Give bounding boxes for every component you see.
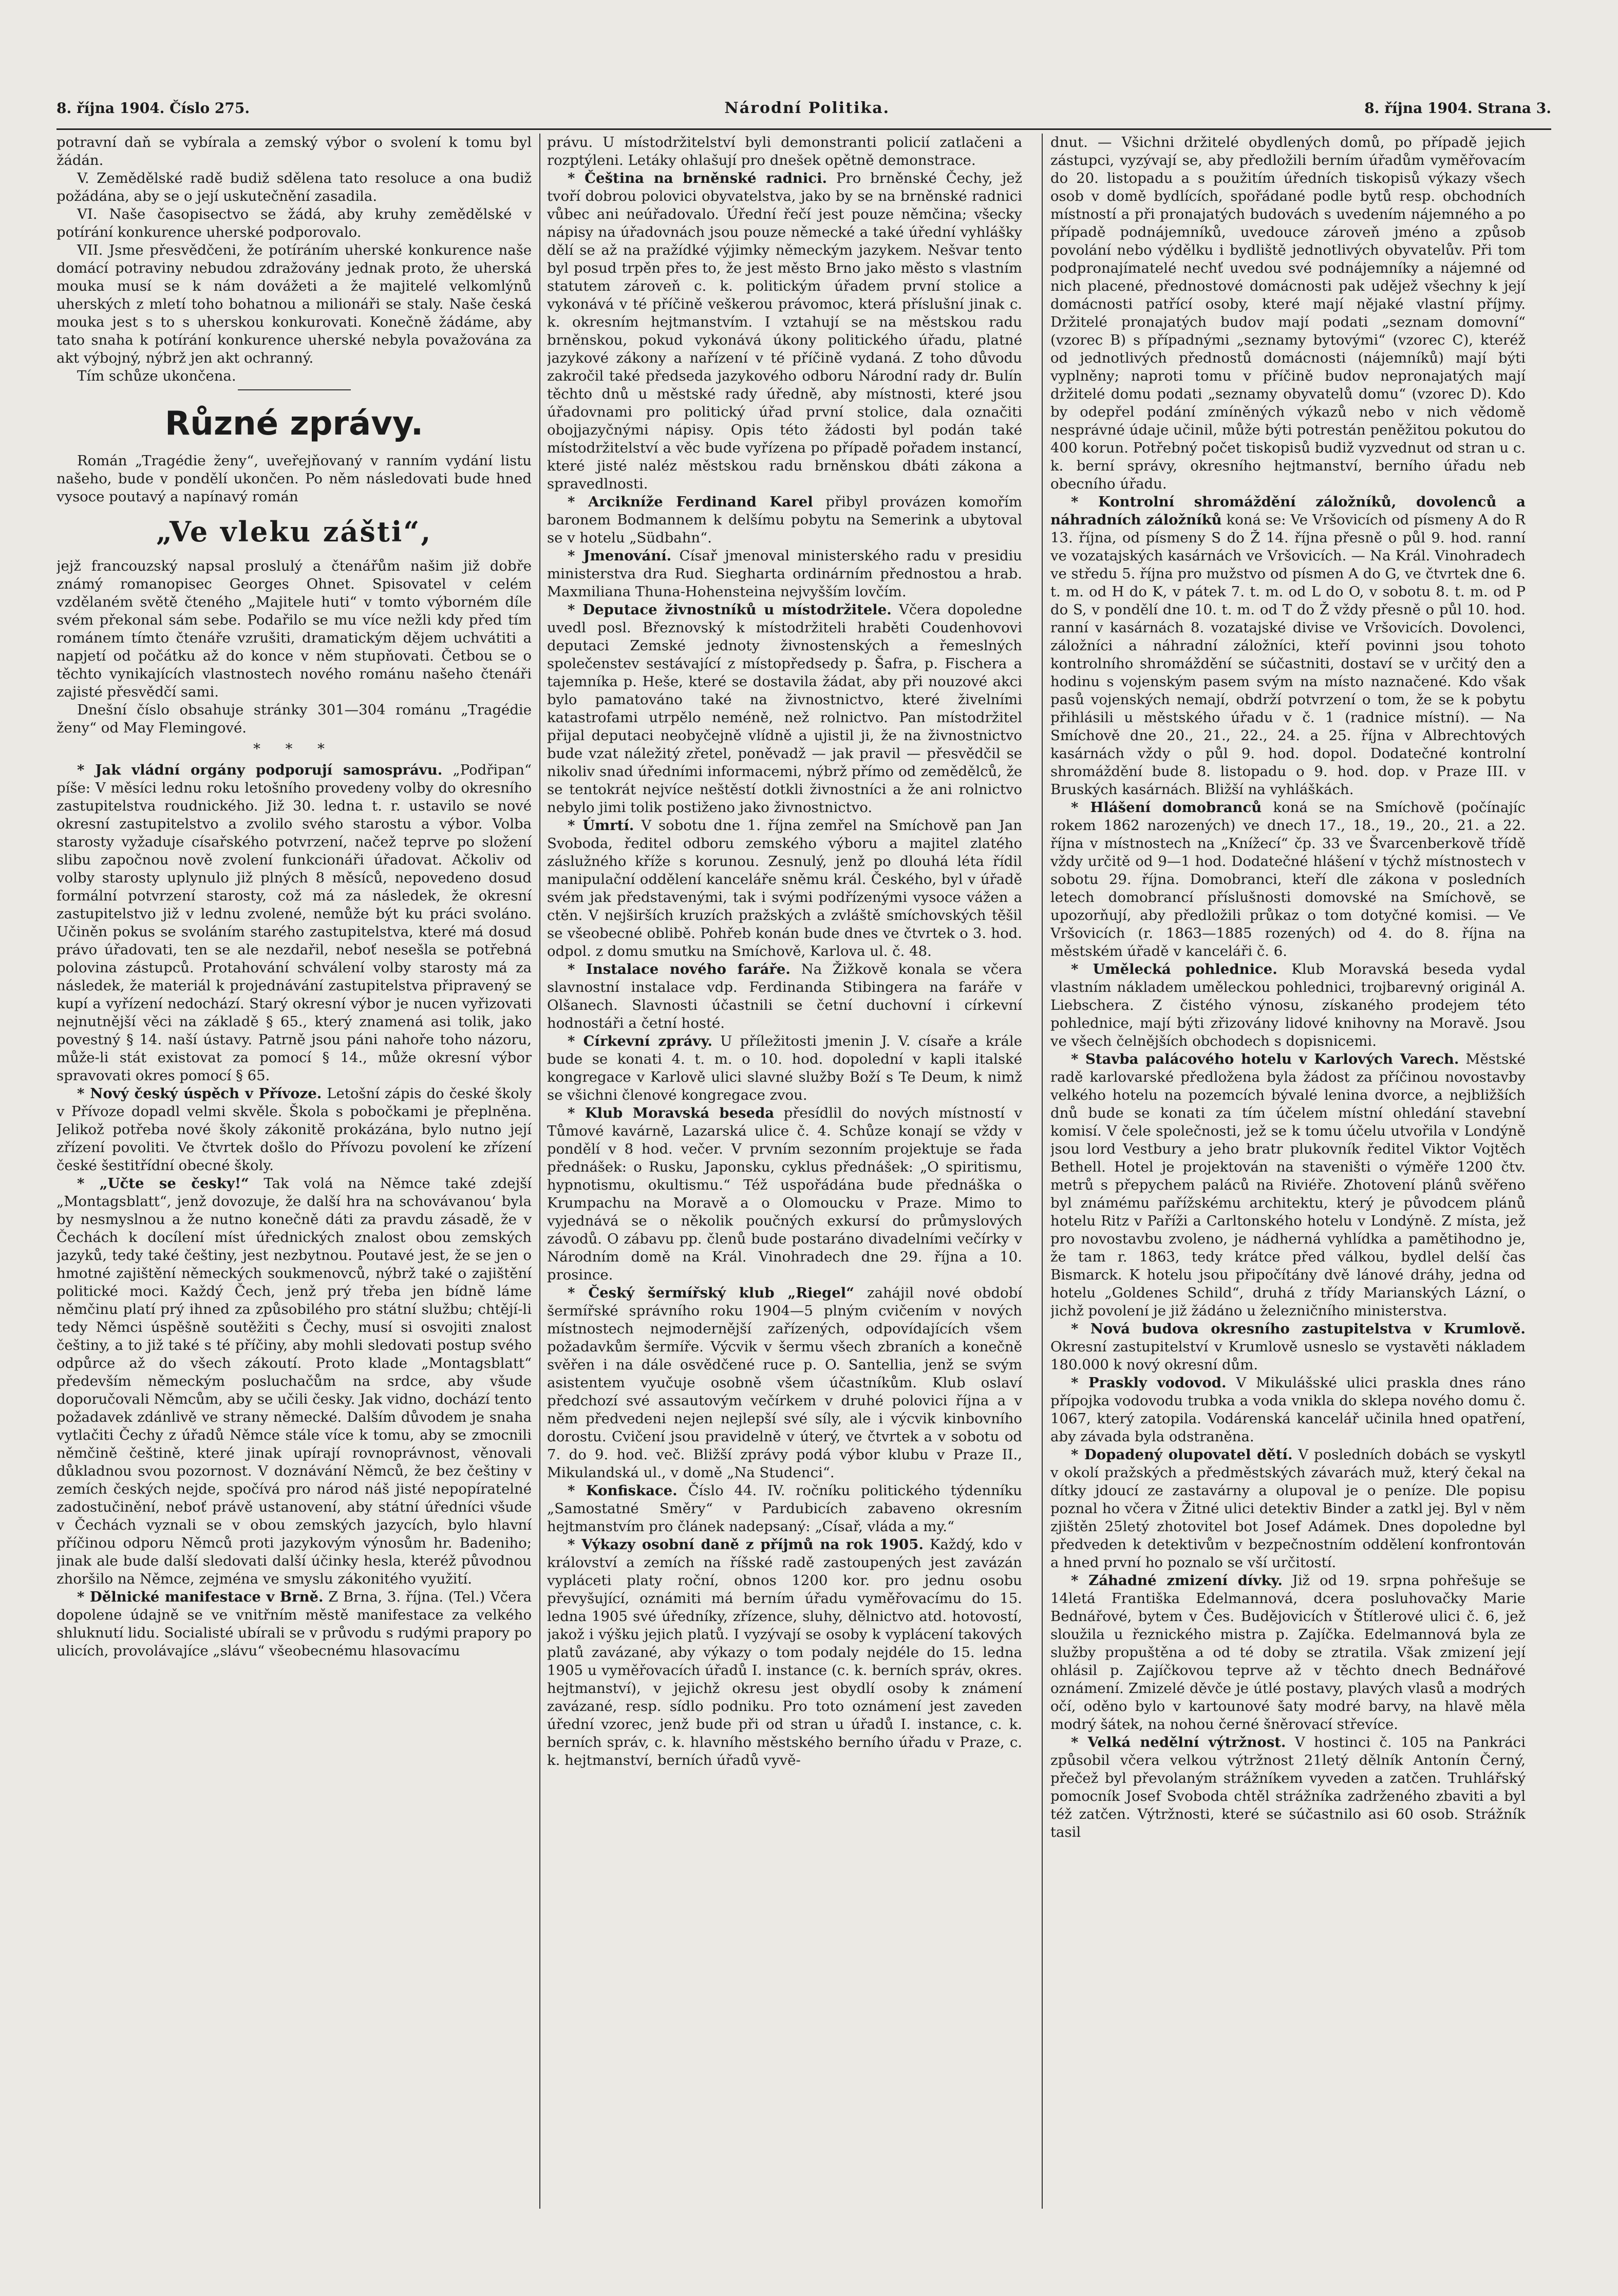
- news-headline: * Praskly vodovod.: [1071, 1375, 1227, 1391]
- news-body: Na Žižkově konala se včera slavnostní instalace vdp. Ferdinanda Stibingera na faráře v Olšanech. Slavnosti účastnili se četní duchovní i církevní hodnostáři a četní hosté.: [547, 961, 1022, 1031]
- news-item: [1050, 961, 1526, 1050]
- news-headline: * Český šermířský klub „Riegel“: [568, 1285, 855, 1301]
- news-headline: * Kontrolní shromáždění záložníků, dovolenců a náhradních záložníků: [1050, 494, 1526, 528]
- news-headline: * Umělecká pohlednice.: [1071, 961, 1277, 977]
- news-headline: * Arcikníže Ferdinand Karel: [568, 494, 813, 510]
- news-body: zahájil nové období šermířské správního roku 1904—5 plným cvičením v nových místnostech nejmodernější zařízených, odpovídajících všem požadavkům šermíře. Výcvik v šermu všech zbraních a konečně svěřen i na dále osvědčené ruce p. O. Santellia, jenž se svým asistentem vyučuje osobně všem účastníkům. Klub oslaví předchozí své assautovým večírkem v druhé polovici října a v něm předvedeni nejen nejlepší své síly, ale i výcvik kinbovního dorostu. Cvičení jsou pravidelně v úterý, ve čtvrtek a v sobotu od 7. do 9. hod. več. Bližší zprávy podá výbor klubu v Praze II., Mikulandská ul., v domě „Na Studenci“.: [547, 1285, 1022, 1481]
- news-item: [57, 1588, 532, 1660]
- news-item: [1050, 1446, 1526, 1572]
- news-headline: * Konfiskace.: [568, 1482, 678, 1499]
- news-body: Městské radě karlovarské předložena byla žádost za příčinou novostavby velkého hotelu na pozemcích bývalé lenina dvorce, a nejbližších dnů bude se konati za tím účelem místní ohledání stavební komisí. V čele společnosti, jež se k tomu účelu utvořila v Londýně jsou lord Vestbury a jeho bratr plukovník ředitel Viktor Vojtěch Bethell. Hotel je projektován na staveništi o výměře 1200 čtv. metrů s přepychem paláců na Riviéře. Zhotovení plánů svěřeno byl známému pařížskému architektu, který je původcem plánů hotelu Ritz v Paříži a Carltonského hotelu v Londýně. Z místa, jež pro novostavbu zvoleno, je nádherná vyhlídka a pamětihodno je, že tam r. 1863, tedy krátce před válkou, bydlel delší čas Bismarck. K hotelu jsou připočítány dvě lánové dráhy, jedna od hotelu „Goldenes Schild“, druhá z třídy Marianských Lázní, o jichž povolení je již žádáno u železničního ministerstva.: [1050, 1051, 1526, 1319]
- article-paragraph: VI. Naše časopisectvo se žádá, aby kruhy zemědělské v potírání konkurence uherské podporovalo.: [57, 206, 532, 240]
- newspaper-title: Národní Politika.: [724, 99, 890, 117]
- article-paragraph: VII. Jsme přesvědčeni, že potíráním uherské konkurence naše domácí potraviny nebudou zdražovány jednak proto, že uherská mouka musí se k nám dovážeti a že majitelé velkomlýnů uherských z mletí toho bohatnou a milionáři se staly. Naše česká mouka jest s to s uherskou konkurovati. Konečně žádáme, aby tato snaha k potírání konkurence uherské nebyla považována za akt výbojný, nýbrž jen akt ochranný.: [57, 242, 532, 366]
- news-headline: * Výkazy osobní daně z příjmů na rok 1905.: [568, 1536, 924, 1553]
- news-item: [1050, 1320, 1526, 1374]
- news-item: [547, 961, 1022, 1032]
- news-body: přesídlil do nových místností v Tůmové kavárně, Lazarská ulice č. 4. Schůze konají se vždy v pondělí v 8 hod. večer. V prvním sezonním projektuje se řada přednášek: o Rusku, Japonsku, cyklus přednášek: „O spiritismu, hypnotismu, okultismu.“ Též uspořádána bude přednáška o Krumpachu na Moravě a o Olomoucku v Praze. Mimo to vyjednává se o několik poučných exkursí do průmyslových závodů. O zábavu pp. členů bude postaráno divadelními večírky v Národním domě na Král. Vinohradech dne 29. října a 10. prosince.: [547, 1105, 1022, 1283]
- news-body: Císař jmenoval ministerského radu v presidiu ministerstva dra Rud. Siegharta ordinárním přednostou a hrab. Maxmiliana Thuna-Hohensteina nejvyšším lovčím.: [547, 548, 1022, 600]
- news-item: [547, 170, 1022, 493]
- article-paragraph: potravní daň se vybírala a zemský výbor o svolení k tomu byl žádán.: [57, 134, 532, 168]
- header-date-page: 8. října 1904. Strana 3.: [1364, 99, 1551, 117]
- news-body: Okresní zastupitelství v Krumlově usneslo se vystavěti nákladem 180.000 k nový okresní dům.: [1050, 1339, 1526, 1373]
- news-headline: * Hlášení domobranců: [1071, 799, 1262, 816]
- article-paragraph: Román „Tragédie ženy“, uveřejňovaný v ranním vydání listu našeho, bude v pondělí ukončen. Po něm následovati bude hned vysoce poutavý a napínavý román: [57, 453, 532, 505]
- article-paragraph: V. Zemědělské radě budiž sdělena tato resoluce a ona budiž požádána, aby se o její uskutečnění zasadila.: [57, 170, 532, 204]
- news-body: Tak volá na Němce také zdejší „Montagsblatt“, jenž dovozuje, že další hra na schovávanou‘ byla by nesmyslnou a že nutno konečně dáti za pravdu zásadě, že v Čechách k docílení míst úřednických znalost obou zemských jazyků, tedy také češtiny, jest nezbytnou. Poutavé jest, že se jen o hmotné zajištění německých soukmenovců, nýbrž také o zajištění politické moci. Každý Čech, jenž prý třeba jen bídně láme němčinu platí prý ihned za způsobilého pro státní službu; chtějí-li tedy Němci úspěšně soutěžiti s Čechy, musí si osvojiti znalost češtiny, a to již také s té příčiny, aby mohli sledovati postup svého odpůrce až do všech zákoutí. Proto klade „Montagsblatt“ především německým posluchačům na srdce, aby všude doporučovali Němcům, aby se učili česky. Jak vidno, dochází tento požadavek zdánlivě ve strany německé. Dalším důvodem je snaha vytlačiti Čechy z úřadů Němce stále více k tomu, aby se zmocnili němčině češtině, které jinak upírají rovnoprávnost, věnovali důkladnou svou pozornost. V doznávání Němců, že bez češtiny v zemích českých nejde, spočívá pro národ náš jisté nepopíratelné zadostučinění, neboť právě ustanovení, aby státní úředníci všude v Čechách vyznali se v obou zemských jazycích, bylo hlavní příčinou odporu Němců proti jazykovým výnosům hr. Badeniho; jinak ale bude další sledovati další účinky hesla, kteréž původnou zhoršilo na Němce, zejména ve smyslu zákonitého využití.: [57, 1175, 532, 1587]
- news-headline: * Záhadné zmizení dívky.: [1071, 1572, 1283, 1589]
- column-divider: [1042, 134, 1043, 2209]
- news-headline: * Dopadený olupovatel dětí.: [1071, 1446, 1293, 1463]
- news-item: [547, 817, 1022, 961]
- news-item: [1050, 493, 1526, 799]
- news-body: přibyl provázen komořím baronem Bodmannem k delšímu pobytu na Semerink a ubytoval se v hotelu „Südbahn“.: [547, 494, 1022, 546]
- news-body: V sobotu dne 1. října zemřel na Smíchově pan Jan Svoboda, ředitel odboru zemského výboru a majitel zlatého záslužného kříže s korunou. Zesnulý, jenž po dlouhá léta řídil manipulační oddělení kanceláře sněmu král. Českého, byl v úřadě svém jak představenými, tak i svými podřízenými vysoce vážen a ctěn. V nejširších kruzích pražských a zvláště smíchovských těšil se všeobecné oblibě. Pohřeb konán bude dnes ve čtvrtek o 3. hod. odpol. z domu smutku na Smíchově, Karlova ul. č. 48.: [547, 817, 1022, 959]
- news-body: koná se: Ve Vršovicích od písmeny A do R 13. října, od písmeny S do Ž 14. října přesně o půl 9. hod. ranní ve vozatajských kasárnách ve Vršovicích. — Na Král. Vinohradech ve středu 5. října pro mužstvo od písmen A do G, ve čtvrtek dne 6. t. m. od H do K, v pátek 7. t. m. od L do O, v sobotu 8. t. m. od P do S, v pondělí dne 10. t. m. od T do Ž vždy přesně o půl 10. hod. ranní v kasárnách 8. vozatajské divise ve Vršovicích. Dovolenci, záložníci a náhradní záložníci, kteří povinni jsou tohoto kontrolního shromáždění se súčastniti, dostaví se v určitý den a hodinu s vojenským pasem svým na místo naznačené. Kdo však pasů vojenských nemají, obdrží potvrzení o tom, že se k pobytu přihlásili u městského úřadu v č. 1 (radnice místní). — Na Smíchově dne 20., 21., 22., 24. a 25. října v Albrechtových kasárnách vždy o půl 9. hod. dopol. Dodatečné kontrolní shromáždění bude 8. listopadu o 9. hod. dop. v Praze III. v Bruských kasárnách. Bližší na vyhláškách.: [1050, 512, 1526, 798]
- section-title: Různé zprávy.: [164, 405, 424, 443]
- news-headline: * Jak vládní orgány podporují samosprávu.: [77, 762, 443, 778]
- news-headline: * Deputace živnostníků u místodržitele.: [568, 601, 892, 618]
- section-separator: * * *: [253, 741, 335, 757]
- news-item: [547, 547, 1022, 601]
- news-item: [547, 1536, 1022, 1770]
- news-body: V posledních dobách se vyskytl v okolí pražských a předměstských závarách muž, který čekal na dítky jdoucí ze zastavárny a olupoval je o peníze. Dle popisu poznal ho včera v Žitné ulici detektiv Binder a zatkl jej. Byl v něm zjištěn 25letý zhotovitel bot Josef Adámek. Dnes dopoledne byl předveden k detektivům v bezpečnostním oddělení konfrontován a hned první ho poznalo se vší určitostí.: [1050, 1446, 1526, 1571]
- newspaper-page: [57, 98, 1551, 2245]
- article-paragraph: právu. U místodržitelství byli demonstranti policií zatlačeni a rozptýleni. Letáky ohlašují pro dnešek opětně demonstrace.: [547, 134, 1022, 168]
- column-2: [547, 134, 1022, 2209]
- news-headline: * Nová budova okresního zastupitelstva v Krumlově.: [1071, 1321, 1526, 1337]
- news-body: Pro brněnské Čechy, jež tvoří dobrou polovici obyvatelstva, jako by se na brněnské radnici vůbec ani neúřadovalo. Úřední řečí jest pouze němčina; všecky nápisy na úřadovnách jsou pouze německé a také úřední vyhlášky dělí se až na pražídké výjimky německým jazykem. Nešvar tento byl posud trpěn přes to, že jest město Brno jako město s vlastním statutem zároveň c. k. politickým úřadem první stolice a vykonává v té příčině veškerou právomoc, která příslušní jinak c. k. okresním hejtmanstvím. I vztahují se na městskou radu brněnskou, pokud vykonává úkony politického úřadu, platné jazykové zákony a nařízení v té příčině vydaná. Z toho důvodu zakročil také předseda jazykového odboru Národní rady dr. Bulín těchto dnů u městské rady úředně, aby místnosti, které jsou úřadovnami pro politický úřad první stolice, dala označiti obojjazyčnými nápisy. Opis této žádosti byl podán také místodržitelství a věc bude vyřízena po případě pořadem instancí, které jisté naléz městskou radu brněnskou dbáti zákona a spravedlnosti.: [547, 170, 1022, 492]
- news-body: koná se na Smíchově (počínajíc rokem 1862 narozených) ve dnech 17., 18., 19., 20., 21. a 22. října v místnostech na „Knížecí“ čp. 33 ve Švarcenberkově třídě vždy určitě od 9—1 hod. Dodatečné hlášení v týchž místnostech v sobotu 29. října. Domobranci, kteří dle zákona v posledních letech domobrancí příslušnosti domovské na Smíchově, se upozorňují, aby předložili průkaz o tom dotyčné komisi. — Ve Vršovicích (r. 1863—1885 rozených) od 4. do 8. října na městském úřadě v kanceláři č. 6.: [1050, 799, 1526, 959]
- news-body: V Mikulášské ulici praskla dnes ráno přípojka vodovodu trubka a voda vnikla do sklepa nového domu č. 1067, který zatopila. Vodárenská kancelář učinila hned opatření, aby závada byla odstraněna.: [1050, 1375, 1526, 1445]
- news-item: [547, 493, 1022, 547]
- news-headline: * Jmenování.: [568, 548, 672, 564]
- news-headline: * Klub Moravská beseda: [568, 1105, 775, 1121]
- news-headline: * Dělnické manifestace v Brně.: [77, 1589, 324, 1605]
- news-body: Klub Moravská beseda vydal vlastním nákladem uměleckou pohlednici, trojbarevný originál A. Liebschera. Z čistého výnosu, získaného prodejem této pohlednice, mají býti zřizovány lidové knihovny na Moravě. Jsou ve všech čelnějších obchodech s dopisnicemi.: [1050, 961, 1526, 1049]
- news-headline: * Instalace nového faráře.: [568, 961, 791, 977]
- news-headline: * Nový český úspěch v Přívoze.: [77, 1085, 322, 1102]
- column-3: [1050, 134, 1526, 2209]
- news-headline: * Stavba palácového hotelu v Karlových Varech.: [1071, 1051, 1459, 1067]
- page-header: [57, 98, 1551, 118]
- news-item: [547, 1032, 1022, 1104]
- news-body: Každý, kdo v království a zemích na říšské radě zastoupených jest zavázán vypláceti platy roční, obnos 1200 kor. pro jednu osobu převyšující, oznámiti má berním úřadu vyměřovacímu do 15. ledna 1905 své úředníky, zřízence, sluhy, dělnictvo atd. hotovostí, jakož i výšku jejich platů. I vyzývají se osoby k vyplácení takových platů zavázané, aby výkazy o tom podaly nejdéle do 15. ledna 1905 u vyměřovacích úřadů I. instance (c. k. berních správ, okres. hejtmanství), v jejichž okresu jest obydlí osoby k známení zavázané, resp. sídlo podniku. Pro toto oznámení jest zaveden úřední vzorec, jenž bude při od stran u úřadů I. instance, c. k. berních správ, c. k. hlavního městského berního úřadu v Praze, c. k. hejtmanství, berních úřadů vyvě-: [547, 1536, 1022, 1768]
- column-divider: [539, 134, 540, 2209]
- news-body: U příležitosti jmenin J. V. císaře a krále bude se konati 4. t. m. o 10. hod. dopolední v kapli italské kongregace v Karlově ulici slavné služby Boží s Te Deum, k nimž se všichni členové kongregace zvou.: [547, 1033, 1022, 1103]
- news-body: Včera dopoledne uvedl posl. Březnovský k místodržiteli hraběti Coudenhovovi deputaci Zemské jednoty živnostenských a řemeslných společenstev sestávající z místopředsedy p. Šafra, p. Fischera a tajemníka p. Heše, které se dostavila žádat, aby při nouzové akci bylo pamatováno také na živnostnictvo, které živelními katastrofami utrpělo neméně, než rolnictvo. Pan místodržitel přijal deputaci neobyčejně vlídně a ujistil ji, že na živnostnictvo bude vzat náležitý zřetel, poněvadž — jak pravil — přesvědčil se nikoliv snad úředními informacemi, nýbrž přímo od zemědělců, že se tentokrát nejvíce neštěstí dotkli živnostníci a že ani rolnictvo nebylo jimi tolik postiženo jako živnostnictvo.: [547, 601, 1022, 816]
- article-paragraph: Tím schůze ukončena.: [77, 368, 236, 384]
- news-item: [57, 1085, 532, 1175]
- article-paragraph: Dnešní číslo obsahuje stránky 301—304 románu „Tragédie ženy“ od May Flemingové.: [57, 702, 532, 736]
- news-headline: * Velká nedělní výtržnost.: [1071, 1734, 1286, 1751]
- news-headline: * Církevní zprávy.: [568, 1033, 712, 1049]
- news-body: V hostinci č. 105 na Pankráci způsobil včera velkou výtržnost 21letý dělník Antonín Černý, přečež byl převolaným strážníkem vyveden a zatčen. Truhlářský pomocník Josef Svoboda chtěl strážníka zadrženého zbaviti a byl též zatčen. Výtržnosti, které se súčastnilo asi 60 osob. Strážník tasil: [1050, 1734, 1526, 1840]
- article-paragraph: dnut. — Všichni držitelé obydlených domů, po případě jejich zástupci, vyzývají se, aby předložili berním úřadům vyměřovacím do 20. listopadu a s použitím úředních tiskopisů výkazy všech osob v domě bydlících, spořádané podle bytů resp. obchodních místností a při pronajatých budovách s uvedením nájemného a po případě podnájemníků, uvedouce zároveň jméno a způsob povolání nebo výdělku i bydliště jednotlivých obyvatelův. Při tom podpronajímatelé nechť uvedou své podnájemníky a nájemné od nich placené, přednostové domácnosti pak udějež všechny k její domácnosti patřící osoby, které mají nějaké vlastní příjmy. Držitelé pronajatých budov mají podati „seznam domovní“ (vzorec B) s případnými „seznamy bytovými“ (vzorec C), kteréž od jednotlivých přednostů domácnosti (nájemníků) mají býti vyplněny; naproti tomu v příčině budov nepronajatých mají držitelé domu podati „seznamy obyvatelů domu“ (vzorec D). Kdo by odepřel podání zmíněných výkazů nebo v nich vědomě nesprávné údaje učinil, může býti potrestán peněžitou pokutou do 400 korun. Potřebný počet tiskopisů budiž vyzvednut od stran u c. k. berní správy, okresního hejtmanství, berního úřadu neb obecního úřadu.: [1050, 134, 1526, 492]
- section-rule: [238, 389, 351, 390]
- news-headline: * Čeština na brněnské radnici.: [568, 170, 827, 186]
- article-paragraph: jejž francouzský napsal proslulý a čtenářům našim již dobře známý romanopisec Georges Ohnet. Spisovatel v celém vzdělaném světě čteného „Majitele huti“ v tomto výborném díle svém překonal sám sebe. Podařilo se mu více nežli kdy před tím románem tímto čtenáře vzrušiti, dramatickým dějem uchvátiti a napjetí od počátku až do konce v něm stupňovati. Četbou se o těchto vynikajících vlastnostech nového románu našeho čtenáři zajisté přesvědčí sami.: [57, 558, 532, 700]
- news-item: [57, 1175, 532, 1588]
- news-item: [1050, 1734, 1526, 1841]
- header-date-issue: 8. října 1904. Číslo 275.: [57, 99, 250, 117]
- news-item: [547, 1284, 1022, 1482]
- news-headline: * „Učte se česky!“: [77, 1175, 249, 1192]
- news-item: [1050, 1374, 1526, 1446]
- news-item: [547, 1104, 1022, 1284]
- news-body: Již od 19. srpna pohřešuje se 14letá Františka Edelmannová, dcera posluhovačky Marie Bednářové, bytem v Čes. Budějovicích v Štítlerové ulici č. 6, jež sloužila u řeznického mistra p. Zajíčka. Edelmannová byla ze služby propuštěna a od té doby se ztratila. Však zmizení její ohlásil p. Zajíčkovou teprve až v těchto dnech Bednářové oznámení. Zmizelé děvče je útlé postavy, plavých vlasů a modrých očí, oděno bylo v kartounové šaty modré barvy, na hlavě měla modrý šátek, na nohou černé šněrovací střevíce.: [1050, 1572, 1526, 1733]
- news-item: [1050, 799, 1526, 961]
- news-item: [1050, 1050, 1526, 1320]
- news-item: [547, 1482, 1022, 1536]
- novel-title: „Ve vleku zášti“,: [156, 515, 432, 548]
- header-rule: [57, 128, 1551, 130]
- news-body: Letošní zápis do české školy v Přívoze dopadl velmi skvěle. Škola s pobočkami je přeplněna. Jelikož potřeba nové školy zákonitě prokázána, bylo nutno její zřízení povoliti. Ve čtvrtek došlo do Přívozu povolení ke zřízení české šestitřídní obecné školy.: [57, 1085, 532, 1174]
- news-item: [1050, 1572, 1526, 1734]
- news-headline: * Úmrtí.: [568, 817, 634, 834]
- news-item: [547, 601, 1022, 817]
- column-1: [57, 134, 532, 2209]
- news-item: [57, 761, 532, 1085]
- news-body: Číslo 44. IV. ročníku politického týdenníku „Samostatné Směry“ v Pardubicích zabaveno okresním hejtmanstvím pro článek nadepsaný: „Císař, vláda a my.“: [547, 1482, 1022, 1535]
- news-body: „Podřipan“ píše: V měsíci lednu roku letošního provedeny volby do okresního zastupitelstva roudnického. Již 30. ledna t. r. ustavilo se nové okresní zastupitelstvo a zvolilo svého starostu a výbor. Volba starosty vyžaduje císařského potvrzení, načež teprve po složení slibu započnou nově zvolení funkcionáři úřadovat. Ačkoliv od volby starosty uplynulo již plných 8 měsíců, nepovedeno dosud formální potvrzení starosty, což má za následek, že okresní zastupitelstvo již v lednu zvolené, nemůže být ku práci svoláno. Učiněn pokus se svoláním starého zastupitelstva, které má dosud právo úřadovati, ten se ale nezdařil, neboť nesešla se potřebná polovina zástupců. Protahování schválení volby starosty má za následek, že materiál k projednávání zastupitelstva připravený se kupí a vyřízení nedochází. Starý okresní výbor je nucen vyřizovati nejnutnější věci na základě § 65., který znamená asi tolik, jako povestný § 14. naší ústavy. Patrně jsou páni nahoře toho názoru, může-li stát existovat za pomocí § 14., může okresní výbor spravovati okres pomocí § 65.: [57, 762, 532, 1084]
- news-body: Z Brna, 3. října. (Tel.) Včera dopolene údajně se ve vnitřním městě manifestace za velkého shluknutí lidu. Socialisté ubírali se v průvodu s rudými prapory po ulicích, provolávajíce „slávu“ všeobecnému hlasovacímu: [57, 1589, 532, 1659]
